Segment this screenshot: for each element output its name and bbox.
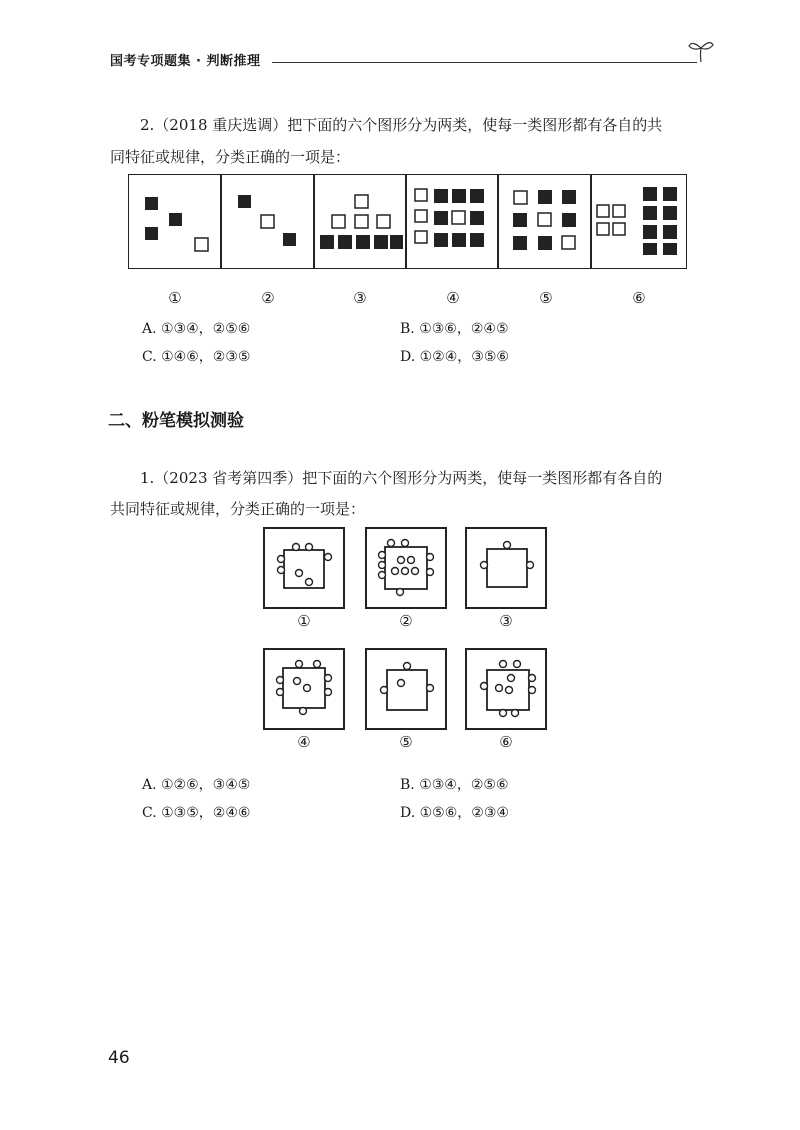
option-c[interactable]: C. ①③⑤，②④⑥: [142, 805, 251, 821]
option-c[interactable]: C. ①④⑥，②③⑤: [142, 349, 251, 365]
option-d[interactable]: D. ①②④，③⑤⑥: [400, 349, 509, 365]
figure-2023-label-4: ④: [297, 733, 311, 751]
section-heading: 二、粉笔模拟测验: [108, 411, 244, 431]
figure-2018-label-3: ③: [353, 289, 367, 307]
figure-2018-label-4: ④: [446, 289, 460, 307]
figure-2018-6: [590, 174, 687, 269]
question-2018-stem-line2: 同特征或规律，分类正确的一项是：: [110, 148, 351, 166]
figure-2023-6: [465, 648, 547, 730]
figure-2023-1: [263, 527, 345, 609]
option-d[interactable]: D. ①⑤⑥，②③④: [400, 805, 509, 821]
figure-2018-2: [220, 174, 315, 269]
figure-2018-5: [497, 174, 592, 269]
header-rule: [272, 62, 697, 63]
figure-2018-label-5: ⑤: [539, 289, 553, 307]
figure-2023-label-2: ②: [399, 612, 413, 630]
question-2023-stem-line2: 共同特征或规律，分类正确的一项是：: [110, 500, 366, 518]
page-number: 46: [108, 1048, 130, 1068]
figure-2018-label-6: ⑥: [632, 289, 646, 307]
sprout-icon: [686, 36, 716, 66]
figure-2023-3: [465, 527, 547, 609]
question-2018-figure-strip: [128, 174, 687, 269]
option-a[interactable]: A. ①②⑥，③④⑤: [142, 777, 251, 793]
figure-2023-label-3: ③: [499, 612, 513, 630]
option-b[interactable]: B. ①③⑥，②④⑤: [400, 321, 509, 337]
figure-2023-label-6: ⑥: [499, 733, 513, 751]
figure-2023-2: [365, 527, 447, 609]
figure-2018-4: [405, 174, 499, 269]
question-2023-stem-line1: 1.（2023 省考第四季）把下面的六个图形分为两类，使每一类图形都有各自的: [140, 469, 663, 487]
running-header-title: 国考专项题集 · 判断推理: [110, 54, 261, 69]
figure-2018-label-1: ①: [168, 289, 182, 307]
question-2018-stem-line1: 2.（2018 重庆选调）把下面的六个图形分为两类，使每一类图形都有各自的共: [140, 116, 663, 134]
figure-2023-5: [365, 648, 447, 730]
figure-2018-1: [128, 174, 222, 269]
figure-2018-label-2: ②: [261, 289, 275, 307]
option-b[interactable]: B. ①③④，②⑤⑥: [400, 777, 509, 793]
figure-2023-label-5: ⑤: [399, 733, 413, 751]
option-a[interactable]: A. ①③④，②⑤⑥: [142, 321, 251, 337]
figure-2023-label-1: ①: [297, 612, 311, 630]
figure-2018-3: [313, 174, 407, 269]
figure-2023-4: [263, 648, 345, 730]
